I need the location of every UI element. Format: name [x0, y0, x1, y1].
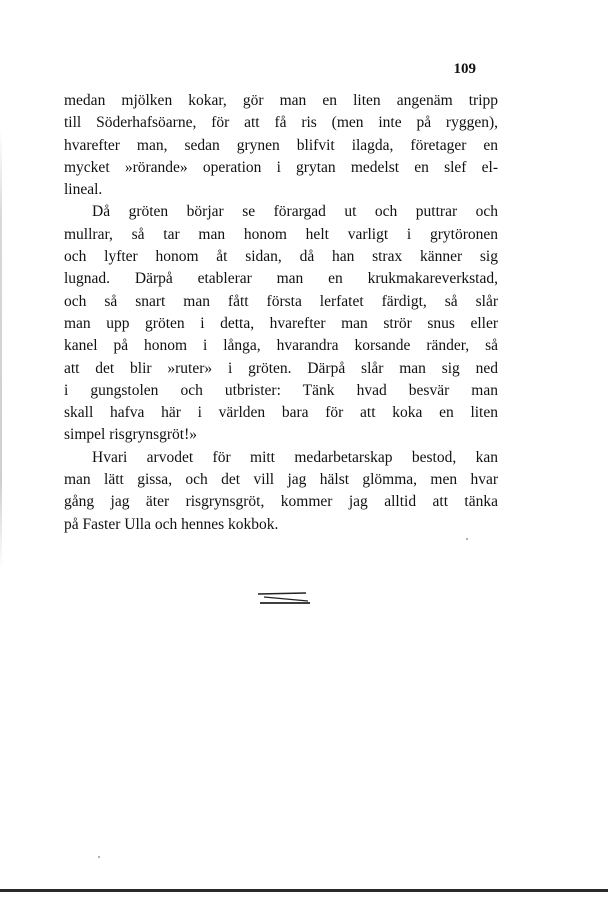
text-line: och lyfter honom åt sidan, då han strax känner sig — [64, 248, 498, 266]
text-line: kanel på honom i långa, hvarandra korsande ränder, så — [64, 337, 498, 355]
text-line: simpel risgrynsgröt!» — [64, 426, 198, 444]
text-line: på Faster Ulla och hennes kokbok. — [64, 515, 279, 533]
text-line: medan mjölken kokar, gör man en liten angenäm tripp — [64, 92, 498, 109]
text-line: lugnad. Därpå etablerar man en krukmakareverkstad, — [64, 270, 498, 288]
section-end-flourish-icon — [256, 588, 312, 608]
body-text — [64, 90, 498, 536]
text-line: mullrar, så tar man honom helt varligt i grytöronen — [64, 225, 498, 243]
text-line: i gungstolen och utbrister: Tänk hvad besvär man — [64, 381, 498, 399]
text-line: och så snart man fått första lerfatet färdigt, så slår — [64, 292, 498, 310]
text-line: Hvari arvodet för mitt medarbetarskap bestod, kan — [92, 448, 498, 466]
text-line: man lätt gissa, och det vill jag hälst glömma, men hvar — [64, 471, 498, 489]
text-line: skall hafva här i världen bara för att koka en liten — [64, 404, 498, 422]
text-line: mycket »rörande» operation i grytan medelst en slef el- — [64, 158, 498, 176]
text-line: gång jag äter risgrynsgröt, kommer jag alltid att tänka — [64, 493, 498, 511]
page-bottom-edge — [0, 889, 608, 892]
text-line: till Söderhafsöarne, för att få ris (men inte på ryggen), — [64, 114, 498, 132]
text-line: att det blir »ruter» i gröten. Därpå slår man sig ned — [64, 359, 498, 377]
text-line: hvarefter man, sedan grynen blifvit ilagda, företager en — [64, 136, 498, 154]
paper-speck — [98, 856, 100, 858]
page-number: 109 — [453, 61, 476, 77]
text-line: Då gröten börjar se förargad ut och puttrar och — [92, 203, 498, 221]
text-line: man upp gröten i detta, hvarefter man strör snus eller — [64, 314, 498, 332]
page-edge-shadow — [0, 130, 2, 570]
text-line: lineal. — [64, 181, 103, 199]
paper-speck — [466, 538, 468, 540]
